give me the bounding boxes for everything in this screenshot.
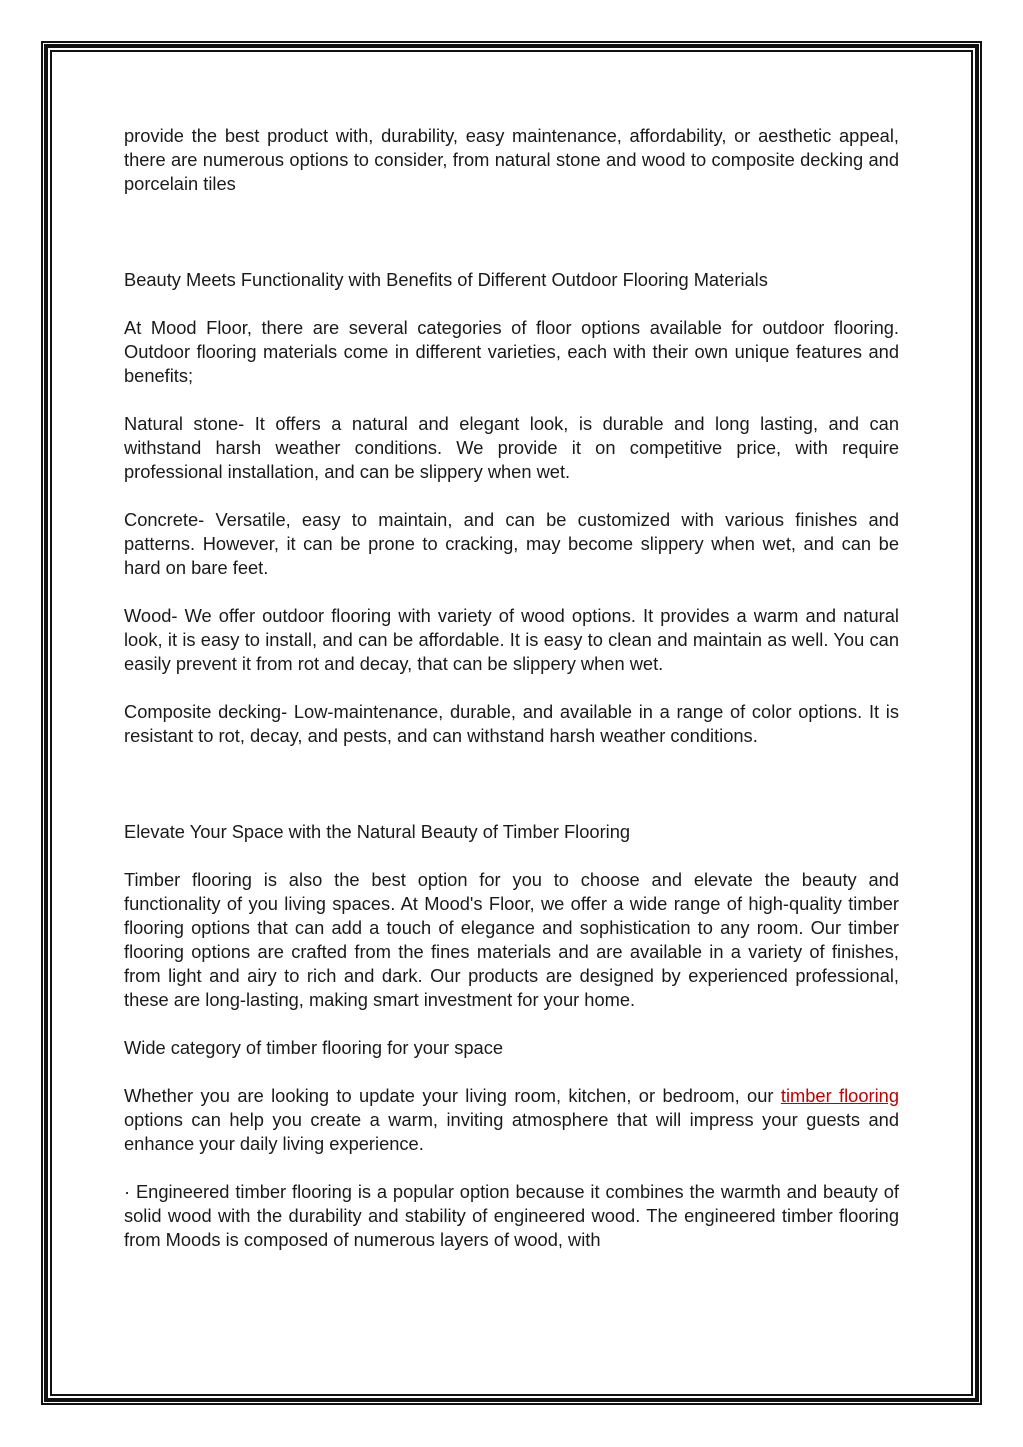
paragraph-natural-stone: Natural stone- It offers a natural and elegant look, is durable and long lasting, and can withstand harsh weather conditions. We provide it on competitive price, with require professional installation, and can be slippery when wet.	[124, 413, 899, 482]
document-body	[124, 124, 899, 1252]
section-heading-outdoor: Beauty Meets Functionality with Benefits of Different Outdoor Flooring Materials	[124, 269, 768, 290]
section-heading-category: Wide category of timber flooring for your space	[124, 1037, 503, 1058]
timber-flooring-link[interactable]: timber flooring	[780, 1085, 899, 1106]
paragraph-composite: Composite decking- Low-maintenance, durable, and available in a range of color options. It is resistant to rot, decay, and pests, and can withstand harsh weather conditions.	[124, 701, 899, 746]
paragraph-engineered: · Engineered timber flooring is a popular option because it combines the warmth and beauty of solid wood with the durability and stability of engineered wood. The engineered timber flooring from Moods is composed of numerous layers of wood, with	[124, 1181, 899, 1250]
paragraph-mood-floor: At Mood Floor, there are several categories of floor options available for outdoor flooring. Outdoor flooring materials come in different varieties, each with their own unique features and benefits;	[124, 317, 899, 386]
paragraph-wood: Wood- We offer outdoor flooring with variety of wood options. It provides a warm and natural look, it is easy to install, and can be affordable. It is easy to clean and maintain as well. You can easily prevent it from rot and decay, that can be slippery when wet.	[124, 605, 899, 674]
whether-text-after: options can help you create a warm, inviting atmosphere that will impress your guests and enhance your daily living experience.	[124, 1109, 899, 1154]
intro-paragraph: provide the best product with, durability, easy maintenance, affordability, or aesthetic appeal, there are numerous options to consider, from natural stone and wood to composite decking and porcelain tiles	[124, 125, 899, 194]
paragraph-timber: Timber flooring is also the best option for you to choose and elevate the beauty and functionality of you living spaces. At Mood's Floor, we offer a wide range of high-quality timber flooring options that can add a touch of elegance and sophistication to any room. Our timber flooring options are crafted from the fines materials and are available in a variety of finishes, from light and airy to rich and dark. Our products are designed by experienced professional, these are long-lasting, making smart investment for your home.	[124, 869, 899, 1010]
paragraph-concrete: Concrete- Versatile, easy to maintain, and can be customized with various finishes and patterns. However, it can be prone to cracking, may become slippery when wet, and can be hard on bare feet.	[124, 509, 899, 578]
whether-text-before: Whether you are looking to update your living room, kitchen, or bedroom, our	[124, 1085, 781, 1106]
paragraph-whether	[124, 1084, 899, 1156]
section-heading-timber: Elevate Your Space with the Natural Beauty of Timber Flooring	[124, 821, 631, 842]
